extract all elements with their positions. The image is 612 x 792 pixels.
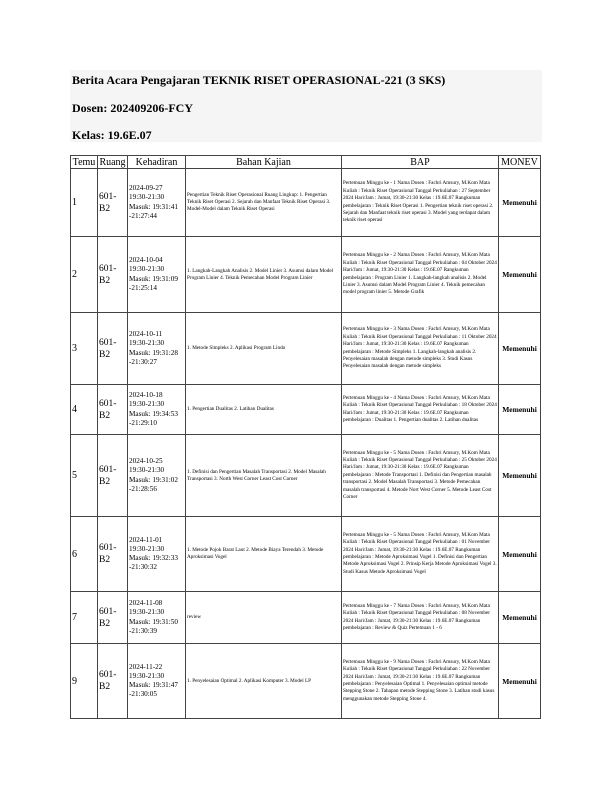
masuk-text: Masuk: 19:31:47 [129, 681, 178, 689]
ruang-cell: 601-B2 [98, 169, 128, 237]
tanggal-text: 2024-11-08 [129, 599, 163, 608]
bahan-kajian-cell: review [186, 592, 342, 644]
ruang-cell: 601-B2 [98, 644, 128, 719]
masuk-text: Masuk: 19:31:02 [129, 475, 178, 484]
table-row [71, 385, 541, 435]
document-title: Berita Acara Pengajaran TEKNIK RISET OPERASIONAL-221 (3 SKS) [72, 73, 446, 87]
kehadiran-cell [128, 435, 186, 517]
jam-text: 19:30-21:30 [129, 608, 165, 617]
masuk-text: Masuk: 19:31:50 [129, 617, 178, 626]
monev-status: Memenuhi [499, 592, 541, 644]
bap-text: Pertemuan Minggu ke - 7 Nama Dosen : Fachri Amsury, M.Kom Mata Kuliah : Teknik Riset Operasional Tanggal Perkuliahan : 08 November 2024 Hari/Jam : Jumat, 19:30-21:30 Kelas : 19.6E.07 Rangkuman pembelajaran : Review & Quiz Pertemuan 1 - 6 [343, 602, 491, 631]
tanggal-text: 2024-11-01 [129, 535, 163, 544]
bap-cell [342, 237, 499, 313]
temu-cell: 2 [71, 237, 98, 313]
kehadiran-cell [128, 313, 186, 385]
tanggal-text: 2024-10-04 [129, 256, 163, 265]
monev-status: Memenuhi [499, 385, 541, 435]
bap-text: Pertemuan Minggu ke - 2 Nama Dosen : Fachri Amsury, M.Kom Mata Kuliah : Teknik Riset Operasional Tanggal Perkuliahan : 04 Oktober 2024 Hari/Jam : Jumat, 19:30-21:30 Kelas : 19.6E.07 Rangkuman pembelajaran : Program Linier 1. Langkah-langkah analisis 2. Model Linier 3. Asumsi dalam Model Program Linier 4. Teknik pemecahan model program linier 5. Metode Grafik [343, 252, 497, 296]
bap-cell [342, 644, 499, 719]
ruang-cell: 601-B2 [98, 592, 128, 644]
bahan-kajian-cell: 1. Definisi dan Pengertian Masalah Transportasi 2. Model Masalah Transportasi 3. North West Corner Least Cost Corner [186, 435, 342, 517]
bap-cell [342, 592, 499, 644]
keluar-text: -21:30:32 [129, 563, 157, 572]
ruang-cell: 601-B2 [98, 435, 128, 517]
teaching-record-table [70, 155, 541, 719]
jam-text: 19:30-21:30 [129, 339, 165, 348]
bap-text: Pertemuan Minggu ke - 9 Nama Dosen : Fachri Amsury, M.Kom Mata Kuliah : Teknik Riset Operasional Tanggal Perkuliahan : 22 November 2024 Hari/Jam : Jumat, 19:30-21:30 Kelas : 19.6E.07 Rangkuman pembelajaran : Penyelesaian Optimal 1. Penyelesaian optimal metode Stepping Stone 2. Tahapan metode Stepping Stone 3. Latihan studi kasus menggunakan metode Stepping Stone 4. [343, 658, 495, 702]
kehadiran-cell [128, 592, 186, 644]
tanggal-text: 2024-10-11 [129, 330, 163, 339]
bap-cell [342, 385, 499, 435]
table-row [71, 517, 541, 592]
table-row [71, 169, 541, 237]
keluar-text: -21:30:39 [129, 626, 157, 635]
keluar-text: -21:30:27 [129, 357, 157, 366]
kehadiran-cell [128, 644, 186, 719]
bap-text: Pertemuan Minggu ke - 5 Nama Dosen : Fachri Amsury, M.Kom Mata Kuliah : Teknik Riset Operasional Tanggal Perkuliahan : 01 November 2024 Hari/Jam : Jumat, 19:30-21:30 Kelas : 19.6E.07 Rangkuman pembelajaran : Metode Aproksimasi Vogel 1. Definisi dan Pengertian Metode Aproksimasi Vogel 2. Prinsip Kerja Metode Aproksimasi Vogel 3. Studi Kasus Metode Aproksimasi Vogel [343, 531, 497, 575]
table-row [71, 592, 541, 644]
masuk-text: Masuk: 19:31:41 [129, 202, 178, 211]
tanggal-text: 2024-09-27 [129, 184, 163, 193]
ruang-cell: 601-B2 [98, 517, 128, 592]
column-header-kehadiran: Kehadiran [128, 156, 186, 169]
bap-cell [342, 313, 499, 385]
bahan-kajian-cell: 1. Penyelesaian Optimal 2. Aplikasi Komputer 3. Model LP [186, 644, 342, 719]
kehadiran-cell [128, 237, 186, 313]
jam-text: 19:30-21:30 [129, 193, 165, 202]
table-header-row [71, 156, 541, 169]
bap-cell [342, 435, 499, 517]
bahan-kajian-cell: 1. Pengertian Dualitas 2. Latihan Dualitas [186, 385, 342, 435]
kehadiran-cell [128, 169, 186, 237]
ruang-cell: 601-B2 [98, 313, 128, 385]
column-header-ruang: Ruang [99, 156, 126, 168]
masuk-text: Masuk: 19:34:53 [129, 409, 178, 418]
masuk-text: Masuk: 19:31:09 [129, 274, 178, 283]
monev-status: Memenuhi [499, 169, 541, 237]
temu-cell: 7 [71, 592, 98, 644]
bahan-kajian-cell: Pengertian Teknik Riset Operasional Ruang Lingkup: 1. Pengertian Teknik Riset Operasi 2. Sejarah dan Manfaat Teknik Riset Operasi 3. Model-Model dalam Teknik Riset Operasi [186, 169, 342, 237]
bahan-kajian-cell: 1. Metode Simpleks 2. Aplikasi Program Lindo [186, 313, 342, 385]
monev-status: Memenuhi [499, 237, 541, 313]
bap-text: Pertemuan Minggu ke - 4 Nama Dosen : Fachri Amsury, M.Kom Mata Kuliah : Teknik Riset Operasional Tanggal Perkuliahan : 18 Oktober 2024 Hari/Jam : Jumat, 19:30-21:30 Kelas : 19.6E.07 Rangkuman pembelajaran : Dualitas 1. Pengertian dualitas 2. Latihan dualitas [343, 394, 497, 423]
tanggal-text: 2024-11-22 [129, 662, 163, 671]
jam-text: 19:30-21:30 [129, 466, 165, 475]
column-header-bap: BAP [342, 156, 499, 169]
kehadiran-cell [128, 517, 186, 592]
column-header-temu: Temu [71, 156, 98, 169]
jam-text: 19:30-21:30 [129, 400, 165, 409]
jam-text: 19:30-21:30 [129, 544, 165, 553]
tanggal-text: 2024-10-25 [129, 457, 163, 466]
temu-cell: 5 [71, 435, 98, 517]
keluar-text: -21:28:56 [129, 484, 157, 493]
ruang-cell: 601-B2 [98, 237, 128, 313]
ruang-cell: 601-B2 [98, 385, 128, 435]
keluar-text: -21:30:05 [129, 690, 157, 699]
bahan-kajian-cell: 1. Langkah-Langkah Analisis 2. Model Linier 3. Asumsi dalam Model Program Linier 4. Teknik Pemecahan Model Program Linier [186, 237, 342, 313]
bap-text: Pertemuan Minggu ke - 1 Nama Dosen : Fachri Amsury, M.Kom Mata Kuliah : Teknik Riset Operasional Tanggal Perkuliahan : 27 September 2024 Hari/Jam : Jumat, 19:30-21:30 Kelas : 19.6E.07 Rangkuman pembelajaran : Teknik Riset Operasi 1. Pengertian teknik riset operasi 2. Sejarah dan Manfaat teknik riset operasi 3. Model yang terdapat dalam teknik riset operasi [343, 180, 494, 224]
bahan-kajian-cell: 1. Metode Pojok Barat Laut 2. Metode Biaya Terendah 3. Metode Aproksimasi Vogel [186, 517, 342, 592]
masuk-text: Masuk: 19:31:28 [129, 348, 178, 357]
bap-cell [342, 517, 499, 592]
monev-status: Memenuhi [499, 435, 541, 517]
temu-cell: 3 [71, 313, 98, 385]
temu-cell: 1 [71, 169, 98, 237]
keluar-text: -21:29:10 [129, 418, 157, 427]
column-header-monev: MONEV [499, 156, 541, 169]
keluar-text: -21:27:44 [129, 211, 157, 220]
class-line: Kelas: 19.6E.07 [72, 128, 152, 142]
monev-status: Memenuhi [499, 644, 541, 719]
table-row [71, 435, 541, 517]
jam-text: 19:30-21:30 [129, 671, 165, 680]
table-row [71, 644, 541, 719]
temu-cell: 4 [71, 385, 98, 435]
temu-cell: 9 [71, 644, 98, 719]
tanggal-text: 2024-10-18 [129, 391, 163, 400]
bap-cell [342, 169, 499, 237]
jam-text: 19:30-21:30 [129, 265, 165, 274]
keluar-text: -21:25:14 [129, 283, 157, 292]
kehadiran-cell [128, 385, 186, 435]
bap-text: Pertemuan Minggu ke - 3 Nama Dosen : Fachri Amsury, M.Kom Mata Kuliah : Teknik Riset Operasional Tanggal Perkuliahan : 11 Oktober 2024 Hari/Jam : Jumat, 19:30-21:30 Kelas : 19.6E.07 Rangkuman pembelajaran : Metode Simpleks 1. Langkah-langkah analisis 2. Penyelesaian masalah dengan metode simpleks 3. Studi Kasus Penyelesaian masalah dengan metode simpleks [343, 326, 497, 370]
table-row [71, 237, 541, 313]
monev-status: Memenuhi [499, 313, 541, 385]
lecturer-line: Dosen: 202409206-FCY [72, 101, 193, 115]
table-row [71, 313, 541, 385]
temu-cell: 6 [71, 517, 98, 592]
masuk-text: Masuk: 19:32:33 [129, 554, 178, 562]
monev-status: Memenuhi [499, 517, 541, 592]
column-header-bahan-kajian: Bahan Kajian [186, 156, 342, 169]
bap-text: Pertemuan Minggu ke - 5 Nama Dosen : Fachri Amsury, M.Kom Mata Kuliah : Teknik Riset Operasional Tanggal Perkuliahan : 25 Oktober 2024 Hari/Jam : Jumat, 19:30-21:30 Kelas : 19.6E.07 Rangkuman pembelajaran : Metode Transportasi 1. Definisi dan Pengertian masalah transportasi 2. Model Masalah Transportasi 3. Metode Pemecahan masalah transportasi 4. Metode Nort West Corner 5. Metode Least Cost Corner [343, 449, 497, 501]
